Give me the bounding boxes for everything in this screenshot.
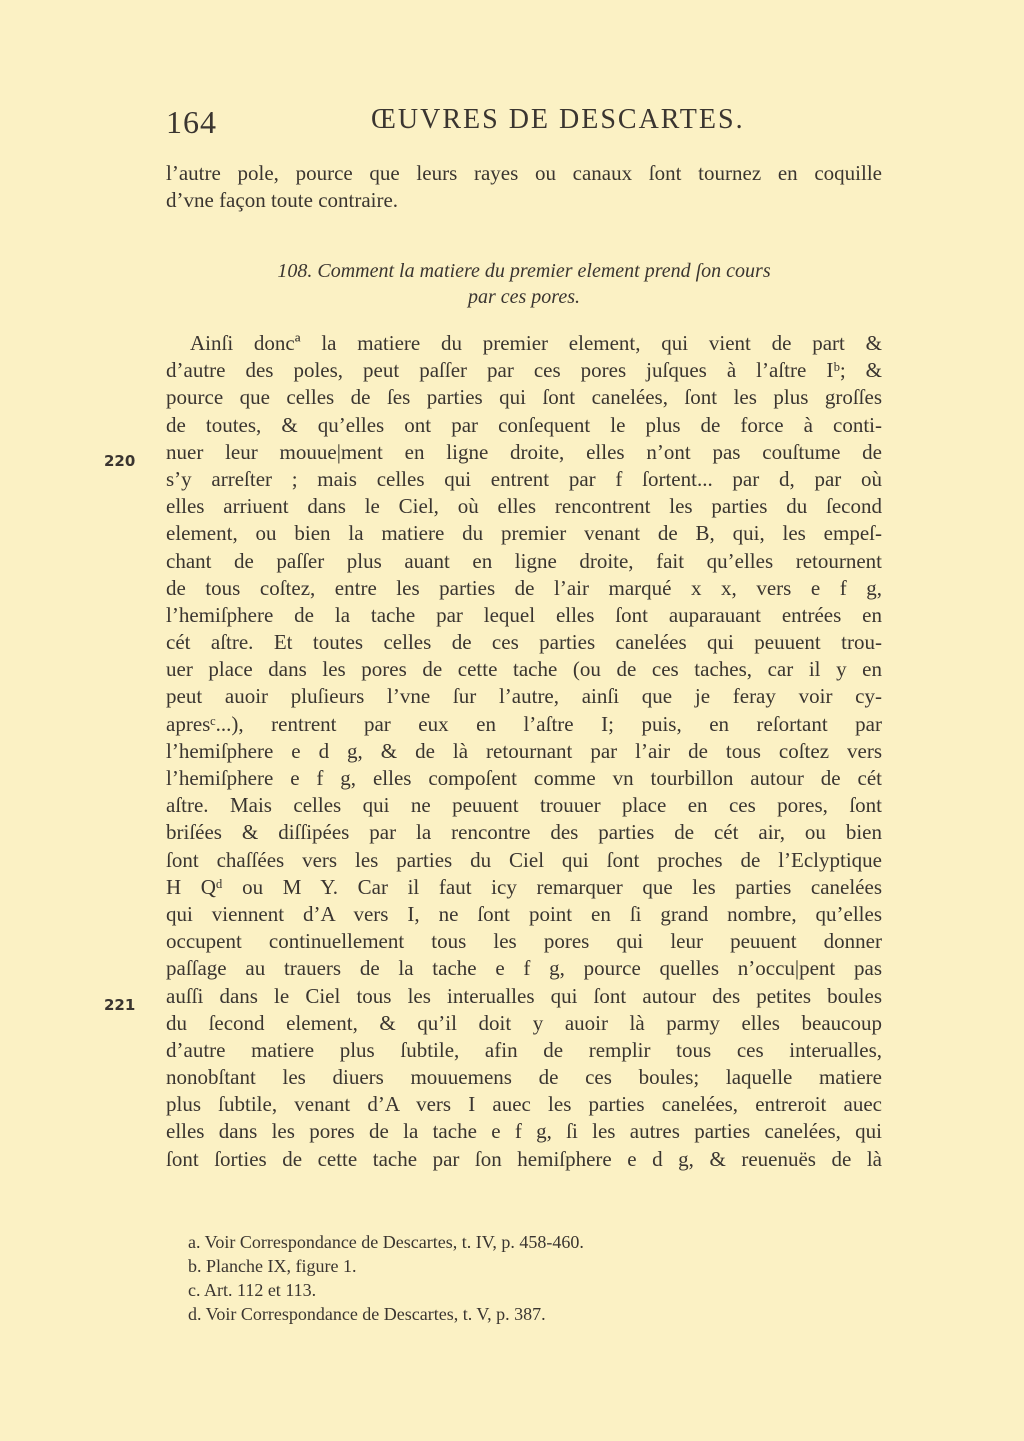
opening-text <box>166 160 882 214</box>
text-line: chant de paſſer plus auant en ligne droite, fait qu’elles retournent <box>166 548 882 573</box>
text-line: Ainſi doncª la matiere du premier element, qui vient de part & <box>190 331 882 355</box>
main-paragraph <box>166 330 882 1173</box>
text-line: ſont chaſſées vers les parties du Ciel qui ſont proches de l’Eclyptique <box>166 847 882 872</box>
text-line: de toutes, & qu’elles ont par conſequent le plus de force à conti- <box>166 412 882 437</box>
text-line: H Qᵈ ou M Y. Car il faut icy remarquer que les parties canelées <box>166 874 882 899</box>
text-line: briſées & diſſipées par la rencontre des parties de cét air, ou bien <box>166 820 882 845</box>
text-line: element, ou bien la matiere du premier venant de B, qui, les empeſ- <box>166 521 882 546</box>
text-line: s’y arreſter ; mais celles qui entrent par f ſortent... par d, par où <box>166 466 882 491</box>
footnote: c. Art. 112 et 113. <box>188 1280 317 1300</box>
text-line: d’vne façon toute contraire. <box>166 188 399 212</box>
text-line: apresᶜ...), rentrent par eux en l’aſtre I; puis, en reſortant par <box>166 711 882 736</box>
text-line: peut auoir pluſieurs l’vne ſur l’autre, ainſi que je feray voir cy- <box>166 684 882 709</box>
running-title: ŒUVRES DE DESCARTES. <box>371 104 745 135</box>
footnote: a. Voir Correspondance de Descartes, t. IV, p. 458-460. <box>188 1232 584 1252</box>
text-line: plus ſubtile, venant d’A vers I auec les parties canelées, entreroit auec <box>166 1092 882 1117</box>
margin-line-number: 220 <box>104 452 136 470</box>
footnotes <box>188 1230 584 1326</box>
text-line: d’autre matiere plus ſubtile, afin de remplir tous ces interualles, <box>166 1037 882 1062</box>
text-line: occupent continuellement tous les pores qui leur peuuent donner <box>166 929 882 954</box>
section-title-line1: Comment la matiere du premier element prend ſon cours <box>317 260 771 282</box>
section-heading <box>166 258 882 310</box>
section-title-line2: par ces pores. <box>467 286 581 308</box>
text-line: de tous coſtez, entre les parties de l’air marqué x x, vers e f g, <box>166 575 882 600</box>
text-line: pource que celles de ſes parties qui ſont canelées, ſont les plus groſſes <box>166 385 882 410</box>
footnote: d. Voir Correspondance de Descartes, t. V, p. 387. <box>188 1304 546 1324</box>
footnote: b. Planche IX, figure 1. <box>188 1256 357 1276</box>
text-line: uer place dans les pores de cette tache (ou de ces taches, car il y en <box>166 657 882 682</box>
text-line: elles dans les pores de la tache e f g, ſi les autres parties canelées, qui <box>166 1119 882 1144</box>
text-line: l’hemiſphere e f g, elles compoſent comme vn tourbillon autour de cét <box>166 766 882 790</box>
text-line: aſtre. Mais celles qui ne peuuent trouuer place en ces pores, ſont <box>166 793 882 818</box>
text-line: auſſi dans le Ciel tous les interualles qui ſont autour des petites boules <box>166 983 882 1008</box>
margin-line-number: 221 <box>104 996 136 1014</box>
text-line: ſont ſorties de cette tache par ſon hemiſphere e d g, & reuenuës de là <box>166 1146 882 1171</box>
text-line: qui viennent d’A vers I, ne ſont point en ſi grand nombre, qu’elles <box>166 901 882 926</box>
text-line: paſſage au trauers de la tache e f g, pource quelles n’occu|pent pas <box>166 956 882 981</box>
text-line: elles arriuent dans le Ciel, où elles rencontrent les parties du ſecond <box>166 494 882 519</box>
section-heading-line1 <box>166 258 882 284</box>
section-number: 108. <box>277 260 313 282</box>
text-line: cét aſtre. Et toutes celles de ces parties canelées qui peuuent trou- <box>166 630 882 655</box>
text-line: nonobſtant les diuers mouuemens de ces boules; laquelle matiere <box>166 1065 882 1090</box>
page-header <box>166 104 882 144</box>
text-line: l’hemiſphere e d g, & de là retournant par l’air de tous coſtez vers <box>166 738 882 763</box>
page-number: 164 <box>166 104 217 140</box>
text-line: l’hemiſphere de la tache par lequel elles ſont auparauant entrées en <box>166 602 882 627</box>
text-line: du ſecond element, & qu’il doit y auoir là parmy elles beaucoup <box>166 1010 882 1035</box>
text-line: l’autre pole, pource que leurs rayes ou canaux ſont tournez en coquille <box>166 161 882 185</box>
text-line: d’autre des poles, peut paſſer par ces pores juſques à l’aſtre Iᵇ; & <box>166 358 882 383</box>
text-line: nuer leur mouue|ment en ligne droite, elles n’ont pas couſtume de <box>166 439 882 464</box>
